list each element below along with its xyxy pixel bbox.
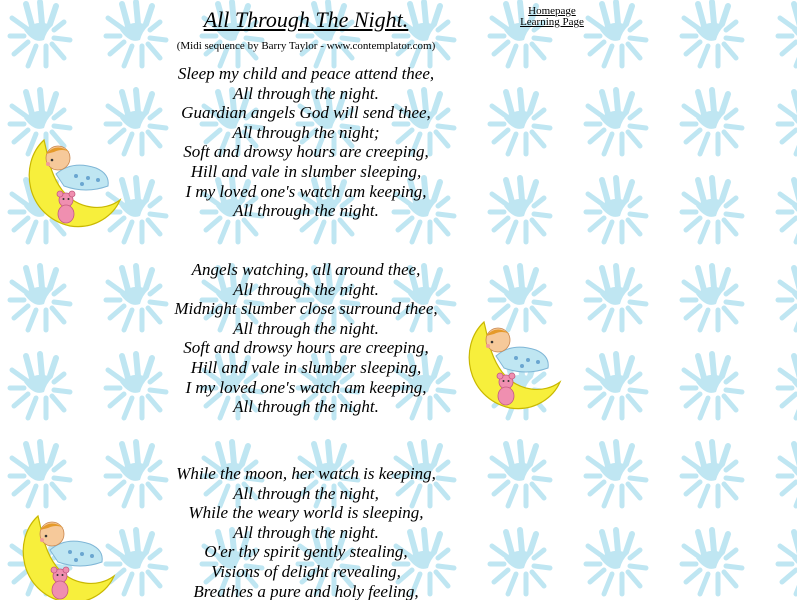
verse-line: O'er thy spirit gently stealing, [204, 542, 408, 562]
verse-line: Angels watching, all around thee, [191, 260, 421, 279]
verse-line: All through the night. [233, 201, 379, 221]
verse-3 [156, 464, 456, 600]
homepage-link[interactable]: Homepage [528, 5, 576, 17]
song-content [156, 0, 456, 600]
verse-line: Hill and vale in slumber sleeping, [190, 357, 422, 377]
verse-line: Midnight slumber close surround thee, [174, 299, 438, 319]
verse-line: Guardian angels God will send thee, [181, 103, 431, 123]
verse-line: All through the night, [233, 483, 379, 503]
midi-credit: (Midi sequence by Barry Taylor - www.contemplator.com) [176, 40, 436, 52]
verse-line: All through the night. [233, 397, 379, 417]
verse-line: Hill and vale in slumber sleeping, [190, 161, 422, 181]
verse-line: While the moon, her watch is keeping, [176, 464, 436, 483]
verse-line: Soft and drowsy hours are creeping, [183, 338, 429, 358]
verse-line: While the weary world is sleeping, [188, 503, 424, 523]
verse-line: All through the night. [233, 279, 379, 299]
learning-page-link[interactable]: Learning Page [520, 16, 584, 28]
verse-line: All through the night. [233, 318, 379, 338]
verse-line: I my loved one's watch am keeping, [185, 377, 427, 397]
verse-1 [156, 64, 456, 221]
verse-line: All through the night. [233, 83, 379, 103]
verse-line: I my loved one's watch am keeping, [185, 181, 427, 201]
crescent-moon-baby-icon [20, 510, 120, 600]
verse-line: Soft and drowsy hours are creeping, [183, 142, 429, 162]
verse-line: All through the night. [233, 522, 379, 542]
verse-line: Visions of delight revealing, [211, 561, 401, 581]
nav-links [516, 6, 588, 28]
crescent-moon-baby-icon [26, 134, 126, 232]
crescent-moon-baby-icon [466, 316, 566, 414]
verse-line: All through the night; [232, 122, 380, 142]
verse-line: Breathes a pure and holy feeling, [193, 581, 419, 600]
page-title: All Through The Night. [203, 7, 409, 32]
verse-2 [156, 260, 456, 417]
verse-line: Sleep my child and peace attend thee, [177, 64, 435, 83]
